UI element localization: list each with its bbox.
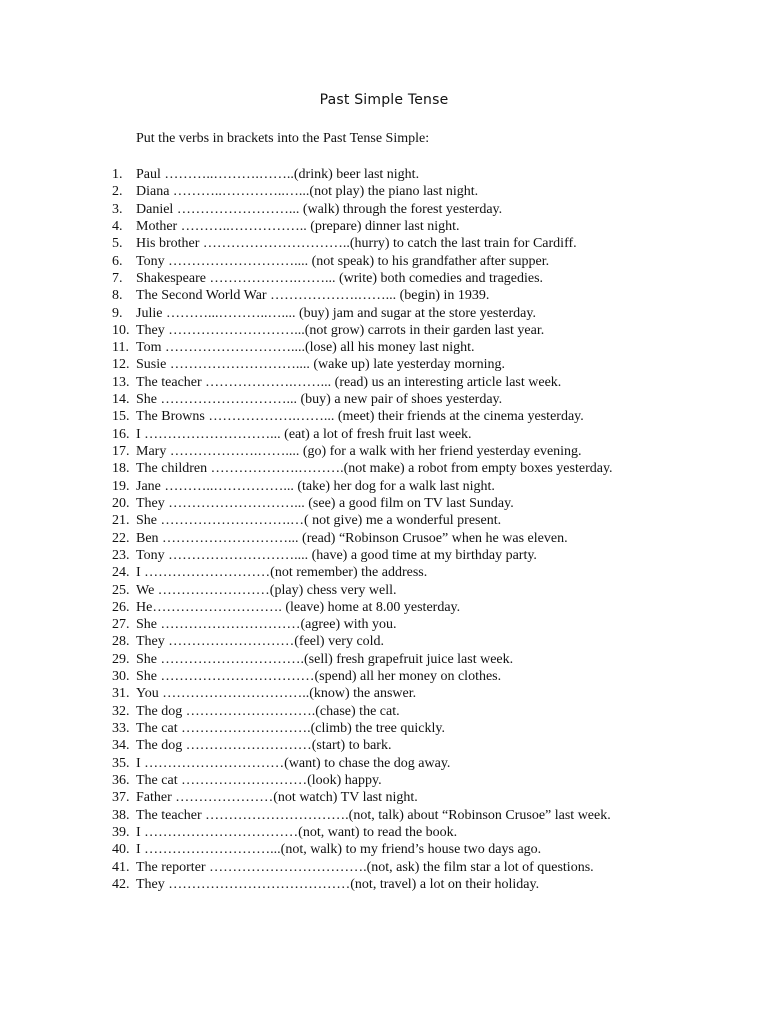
- exercise-number: 42.: [112, 876, 130, 892]
- exercise-item: [112, 183, 613, 200]
- exercise-sentence: Jane ………..……………... (take) her dog for a walk last night.: [136, 478, 495, 494]
- exercise-sentence: Tom ………………………....(lose) all his money last night.: [136, 340, 475, 356]
- exercise-sentence: She ……………………….…( not give) me a wonderful present.: [136, 513, 502, 529]
- exercise-sentence: They ………………………... (see) a good film on TV last Sunday.: [136, 495, 514, 511]
- exercise-number: 7.: [112, 270, 123, 286]
- exercise-item: [112, 720, 613, 737]
- exercise-number: 36.: [112, 772, 130, 788]
- exercise-item: [112, 876, 613, 893]
- exercise-sentence: Mother ………..…………….. (prepare) dinner last night.: [136, 218, 460, 234]
- exercise-item: [112, 703, 613, 720]
- exercise-item: [112, 408, 613, 425]
- exercise-number: 10.: [112, 322, 130, 338]
- exercise-item: [112, 582, 613, 599]
- exercise-number: 12.: [112, 357, 130, 373]
- exercise-number: 8.: [112, 288, 123, 304]
- exercise-list: [112, 166, 613, 893]
- exercise-item: [112, 478, 613, 495]
- exercise-sentence: The Second World War ……………….……... (begin) in 1939.: [136, 288, 490, 304]
- exercise-number: 30.: [112, 669, 130, 685]
- exercise-sentence: He………………………. (leave) home at 8.00 yesterday.: [136, 599, 461, 615]
- exercise-item: [112, 547, 613, 564]
- exercise-number: 20.: [112, 495, 130, 511]
- exercise-sentence: The dog ………………………(start) to bark.: [136, 738, 392, 754]
- exercise-item: [112, 737, 613, 754]
- exercise-number: 33.: [112, 721, 130, 736]
- exercise-sentence: The teacher ……………….……... (read) us an interesting article last week.: [136, 374, 562, 390]
- exercise-item: [112, 201, 613, 218]
- exercise-item: [112, 443, 613, 460]
- exercise-item: [112, 270, 613, 287]
- exercise-number: 23.: [112, 547, 130, 563]
- exercise-number: 22.: [112, 530, 130, 546]
- exercise-sentence: Susie ……………………….... (wake up) late yesterday morning.: [136, 357, 505, 373]
- exercise-sentence: I ………………………(not remember) the address.: [136, 565, 428, 581]
- exercise-sentence: I ………………………...(not, walk) to my friend’s house two days ago.: [136, 842, 542, 858]
- exercise-item: [112, 460, 613, 477]
- exercise-item: [112, 305, 613, 322]
- exercise-sentence: She ………………………... (buy) a new pair of shoes yesterday.: [136, 392, 503, 408]
- exercise-item: [112, 668, 613, 685]
- exercise-item: [112, 616, 613, 633]
- instruction-text: Put the verbs in brackets into the Past Tense Simple:: [136, 131, 430, 146]
- exercise-item: [112, 755, 613, 772]
- exercise-sentence: The cat ………………………(look) happy.: [136, 772, 382, 788]
- exercise-sentence: Shakespeare ……………….……... (write) both comedies and tragedies.: [136, 270, 544, 286]
- exercise-number: 38.: [112, 807, 130, 823]
- exercise-number: 18.: [112, 461, 130, 477]
- exercise-item: [112, 287, 613, 304]
- exercise-item: [112, 807, 613, 824]
- exercise-number: 6.: [112, 253, 123, 269]
- exercise-number: 39.: [112, 824, 130, 840]
- exercise-item: [112, 633, 613, 650]
- exercise-sentence: The Browns ……………….……... (meet) their friends at the cinema yesterday.: [136, 409, 584, 425]
- exercise-sentence: She ……………………………(spend) all her money on clothes.: [136, 669, 502, 685]
- exercise-sentence: Paul ………..……….……..(drink) beer last night.: [136, 167, 420, 182]
- exercise-sentence: Ben ………………………... (read) “Robinson Crusoe” when he was eleven.: [136, 530, 568, 546]
- exercise-number: 41.: [112, 859, 130, 875]
- exercise-number: 34.: [112, 738, 130, 754]
- exercise-sentence: I ………………………... (eat) a lot of fresh fruit last week.: [136, 426, 472, 442]
- exercise-number: 26.: [112, 599, 130, 615]
- exercise-number: 31.: [112, 686, 130, 702]
- exercise-sentence: They …………………………………(not, travel) a lot on their holiday.: [136, 876, 540, 892]
- exercise-number: 5.: [112, 236, 123, 252]
- exercise-item: [112, 564, 613, 581]
- exercise-item: [112, 859, 613, 876]
- exercise-number: 15.: [112, 409, 130, 425]
- exercise-sentence: They ………………………(feel) very cold.: [136, 634, 385, 650]
- exercise-number: 37.: [112, 790, 130, 806]
- exercise-number: 1.: [112, 167, 123, 182]
- exercise-sentence: Tony ……………………….... (not speak) to his grandfather after supper.: [136, 253, 550, 269]
- exercise-sentence: She …………………………(agree) with you.: [136, 617, 397, 633]
- page-title: Past Simple Tense: [319, 92, 449, 108]
- exercise-item: [112, 789, 613, 806]
- exercise-item: [112, 166, 613, 183]
- exercise-item: [112, 824, 613, 841]
- exercise-sentence: Julie ………...………..….... (buy) jam and sugar at the store yesterday.: [136, 305, 536, 321]
- exercise-item: [112, 426, 613, 443]
- exercise-sentence: His brother …………………………..(hurry) to catch the last train for Cardiff.: [136, 236, 577, 252]
- exercise-sentence: Mary ……………….…….... (go) for a walk with her friend yesterday evening.: [136, 444, 582, 459]
- exercise-sentence: You …………………………..(know) the answer.: [136, 686, 417, 702]
- exercise-number: 24.: [112, 565, 130, 581]
- exercise-number: 32.: [112, 703, 130, 719]
- exercise-sentence: I ……………………………(not, want) to read the book.: [136, 824, 458, 840]
- exercise-sentence: The children ……………….……….(not make) a robot from empty boxes yesterday.: [136, 461, 613, 477]
- exercise-sentence: The dog ……………………….(chase) the cat.: [136, 703, 400, 719]
- exercise-item: [112, 685, 613, 702]
- exercise-sentence: I …………………………(want) to chase the dog away.: [136, 755, 451, 771]
- exercise-number: 17.: [112, 444, 130, 459]
- exercise-sentence: Daniel ……………………... (walk) through the forest yesterday.: [136, 201, 503, 217]
- exercise-sentence: The cat ……………………….(climb) the tree quickly.: [136, 721, 445, 736]
- exercise-item: [112, 374, 613, 391]
- exercise-item: [112, 218, 613, 235]
- exercise-number: 13.: [112, 374, 130, 390]
- exercise-number: 21.: [112, 513, 130, 529]
- exercise-number: 35.: [112, 755, 130, 771]
- exercise-number: 19.: [112, 478, 130, 494]
- exercise-item: [112, 651, 613, 668]
- exercise-sentence: Father …………………(not watch) TV last night.: [136, 790, 418, 806]
- exercise-item: [112, 530, 613, 547]
- exercise-number: 4.: [112, 218, 123, 234]
- exercise-item: [112, 356, 613, 373]
- exercise-item: [112, 495, 613, 512]
- exercise-sentence: They ………………………...(not grow) carrots in their garden last year.: [136, 322, 545, 338]
- exercise-sentence: She ………………………….(sell) fresh grapefruit juice last week.: [136, 651, 514, 667]
- exercise-number: 9.: [112, 305, 123, 321]
- exercise-number: 25.: [112, 582, 130, 598]
- exercise-item: [112, 599, 613, 616]
- exercise-sentence: The reporter …………………………….(not, ask) the film star a lot of questions.: [136, 859, 594, 875]
- exercise-item: [112, 391, 613, 408]
- exercise-number: 27.: [112, 617, 130, 633]
- exercise-item: [112, 772, 613, 789]
- exercise-number: 2.: [112, 184, 123, 200]
- exercise-sentence: Diana ………..…………..…...(not play) the piano last night.: [136, 184, 479, 200]
- exercise-item: [112, 339, 613, 356]
- exercise-number: 16.: [112, 426, 130, 442]
- exercise-sentence: We ……………………(play) chess very well.: [136, 582, 397, 598]
- exercise-item: [112, 841, 613, 858]
- exercise-sentence: The teacher ………………………….(not, talk) about “Robinson Crusoe” last week.: [136, 807, 611, 823]
- exercise-item: [112, 235, 613, 252]
- exercise-item: [112, 512, 613, 529]
- exercise-number: 40.: [112, 842, 130, 858]
- exercise-sentence: Tony ……………………….... (have) a good time at my birthday party.: [136, 547, 537, 563]
- exercise-item: [112, 322, 613, 339]
- exercise-number: 29.: [112, 651, 130, 667]
- exercise-number: 11.: [112, 340, 129, 356]
- exercise-number: 3.: [112, 201, 123, 217]
- exercise-number: 28.: [112, 634, 130, 650]
- exercise-number: 14.: [112, 392, 130, 408]
- exercise-item: [112, 253, 613, 270]
